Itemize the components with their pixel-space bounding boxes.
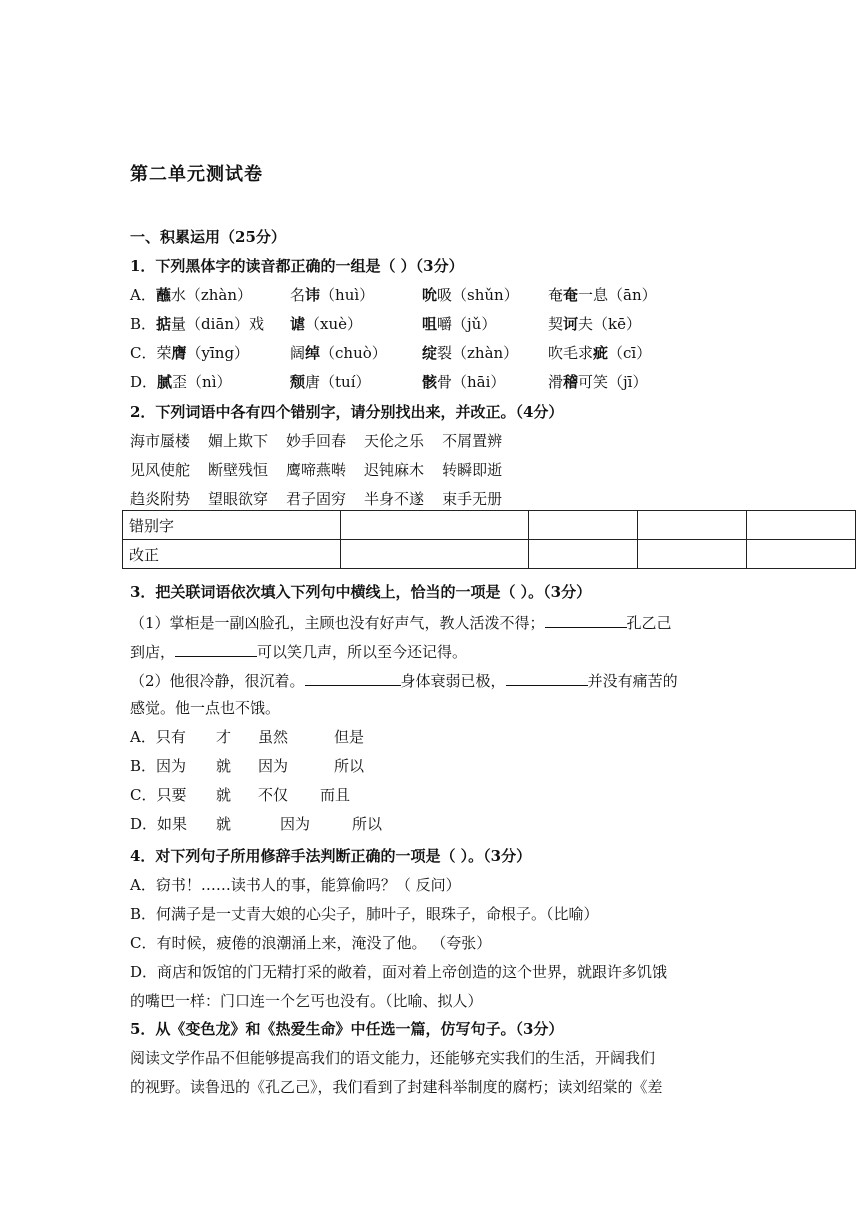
page-title: 第二单元测试卷 [130, 164, 263, 185]
table-row [123, 540, 856, 569]
question-3-option-word: A．只有 [130, 728, 186, 746]
question-1-option-item [290, 285, 374, 305]
idiom-word: 束手无册 [442, 490, 503, 508]
idiom-word: 望眼欲穿 [208, 490, 269, 508]
question-1-option-item [422, 372, 505, 392]
word-row [130, 489, 520, 509]
bold-character: 谑 [290, 315, 306, 333]
question-1-option-item [422, 285, 519, 305]
option-text: 唐（tuí） [305, 373, 371, 391]
question-3-option-word: 所以 [334, 757, 365, 775]
table-cell-label: 改正 [123, 540, 341, 569]
option-text: 阔 [290, 344, 306, 362]
option-text: 夫（kē） [578, 315, 641, 333]
question-1-option-item [130, 314, 264, 334]
idiom-word: 君子固穷 [286, 490, 347, 508]
table-cell[interactable] [529, 540, 638, 569]
question-4-option-d: D．商店和饭馆的门无精打采的敞着，面对着上帝创造的这个世界，就跟许多饥饿 [130, 963, 668, 981]
question-1-option-item [290, 372, 371, 392]
table-cell-label: 错别字 [123, 511, 341, 540]
question-4-option-d-cont: 的嘴巴一样：门口连一个乞丐也没有。（比喻、拟人） [130, 992, 483, 1010]
idiom-word: 见风使舵 [130, 461, 191, 479]
sentence-text: 孔乙己 [626, 614, 672, 632]
question-2-stem: 2．下列词语中各有四个错别字，请分别找出来，并改正。（4分） [130, 403, 564, 421]
question-1-option-item [130, 285, 252, 305]
question-3-option-word: 所以 [352, 815, 383, 833]
question-1-option-item [130, 343, 249, 363]
word-row [130, 431, 520, 451]
question-3-option-word: 才 [216, 728, 232, 746]
option-text: 水（zhàn） [170, 286, 253, 304]
sentence-text: 并没有痛苦的 [587, 672, 678, 690]
idiom-word: 妙手回春 [286, 432, 347, 450]
bold-character: 膺 [171, 344, 187, 362]
option-text: （xuè） [305, 315, 363, 333]
option-text: 歪（nì） [172, 373, 232, 391]
option-text: 骨（hāi） [437, 373, 506, 391]
option-text: 契 [548, 315, 564, 333]
question-3-option-word: 但是 [334, 728, 365, 746]
question-3-option-word: 就 [216, 757, 232, 775]
option-text: 嚼（jǔ） [437, 315, 497, 333]
bold-character: 讳 [305, 286, 321, 304]
question-3-stem: 3．把关联词语依次填入下列句中横线上，恰当的一项是（ ）。（3分） [130, 583, 592, 601]
question-3-option-word: 因为 [280, 815, 311, 833]
idiom-word: 转瞬即逝 [442, 461, 503, 479]
question-5-passage: 阅读文学作品不但能够提高我们的语文能力，还能够充实我们的生活，开阔我们 [130, 1049, 656, 1067]
bold-character: 吮 [422, 286, 438, 304]
option-text: 滑 [548, 373, 564, 391]
bold-character: 诃 [563, 315, 579, 333]
table-cell[interactable] [529, 511, 638, 540]
option-text: 名 [290, 286, 306, 304]
question-4-option-c: C．有时候，疲倦的浪潮涌上来，淹没了他。 （夸张） [130, 934, 492, 952]
question-1-option-item [130, 372, 232, 392]
table-row [123, 511, 856, 540]
option-label: D． [130, 373, 158, 391]
idiom-word: 鹰啼燕啭 [286, 461, 347, 479]
word-row [130, 460, 520, 480]
question-1-stem: 1．下列黑体字的读音都正确的一组是（ ）（3分） [130, 257, 464, 275]
table-cell[interactable] [747, 540, 856, 569]
question-1-option-item [548, 343, 651, 363]
option-text: 量（diān）戏 [171, 315, 265, 333]
section-heading: 一、积累运用（25分） [130, 228, 286, 246]
question-3-sentence-1 [130, 611, 672, 633]
table-cell[interactable] [341, 540, 529, 569]
option-label: C． [130, 344, 157, 362]
question-3-option-word: C．只要 [130, 786, 187, 804]
question-1-option-item [548, 372, 647, 392]
sentence-text: 到店， [130, 643, 176, 661]
bold-character: 奄 [563, 286, 579, 304]
question-1-option-item [422, 314, 496, 334]
question-3-option-word: 就 [216, 815, 232, 833]
question-3-option-word: 而且 [320, 786, 351, 804]
question-3-option-word: B．因为 [130, 757, 187, 775]
question-5-stem: 5．从《变色龙》和《热爱生命》中任选一篇，仿写句子。（3分） [130, 1020, 564, 1038]
bold-character: 腻 [157, 373, 173, 391]
table-cell[interactable] [638, 540, 747, 569]
fill-blank[interactable] [175, 640, 257, 657]
idiom-word: 媚上欺下 [208, 432, 269, 450]
option-text: 吸（shǔn） [437, 286, 519, 304]
question-3-sentence-2 [130, 669, 678, 691]
question-4-stem: 4．对下列句子所用修辞手法判断正确的一项是（ ）。（3分） [130, 847, 532, 865]
idiom-word: 半身不遂 [364, 490, 425, 508]
bold-character: 绰 [305, 344, 321, 362]
table-cell[interactable] [341, 511, 529, 540]
question-3-option-word: 不仅 [258, 786, 289, 804]
bold-character: 颓 [290, 373, 306, 391]
option-label: B． [130, 315, 157, 333]
table-cell[interactable] [747, 511, 856, 540]
sentence-text: （2）他很冷静，很沉着。 [130, 672, 305, 690]
question-1-option-item [548, 285, 657, 305]
option-text: 裂（zhàn） [437, 344, 519, 362]
option-text: 荣 [156, 344, 172, 362]
option-text: 奄 [548, 286, 564, 304]
option-text: （yīng） [186, 344, 250, 362]
question-3-option-word: 就 [216, 786, 232, 804]
bold-character: 稽 [563, 373, 579, 391]
bold-character: 骸 [422, 373, 438, 391]
question-3-option-word: 虽然 [258, 728, 289, 746]
question-1-option-item [290, 343, 387, 363]
question-3-option-word: D．如果 [130, 815, 188, 833]
fill-blank[interactable] [305, 669, 401, 686]
option-label: A． [130, 286, 156, 304]
table-cell[interactable] [638, 511, 747, 540]
sentence-text: 可以笑几声，所以至今还记得。 [257, 643, 468, 661]
option-text: 吹毛求 [548, 344, 594, 362]
bold-character: 疵 [593, 344, 609, 362]
correction-table [122, 510, 856, 569]
fill-blank[interactable] [545, 611, 627, 628]
question-5-passage-cont: 的视野。读鲁迅的《孔乙己》，我们看到了封建科举制度的腐朽；读刘绍棠的《差 [130, 1078, 663, 1096]
option-text: 一息（ān） [578, 286, 657, 304]
bold-character: 蘸 [155, 286, 171, 304]
question-4-option-a: A．窃书！……读书人的事，能算偷吗？（ 反问） [130, 876, 461, 894]
sentence-text: 身体衰弱已极， [400, 672, 506, 690]
idiom-word: 断壁残恒 [208, 461, 269, 479]
fill-blank[interactable] [506, 669, 588, 686]
bold-character: 绽 [422, 344, 438, 362]
sentence-text: （1）掌柜是一副凶脸孔，主顾也没有好声气，教人活泼不得； [130, 614, 545, 632]
idiom-word: 迟钝麻木 [364, 461, 425, 479]
question-1-option-item [548, 314, 641, 334]
question-3-sentence-2-cont: 感觉。他一点也不饿。 [130, 699, 281, 717]
option-text: （cī） [608, 344, 652, 362]
question-1-option-item [290, 314, 362, 334]
question-3-sentence-1-cont [130, 640, 467, 662]
option-text: （huì） [320, 286, 375, 304]
bold-character: 咀 [422, 315, 438, 333]
idiom-word: 天伦之乐 [364, 432, 425, 450]
idiom-word: 趋炎附势 [130, 490, 191, 508]
option-text: 可笑（jī） [578, 373, 648, 391]
idiom-word: 海市蜃楼 [130, 432, 191, 450]
question-4-option-b: B．何满子是一丈青大娘的心尖子，肺叶子，眼珠子，命根子。（比喻） [130, 905, 599, 923]
option-text: （chuò） [320, 344, 387, 362]
bold-character: 掂 [156, 315, 172, 333]
question-1-option-item [422, 343, 518, 363]
question-3-option-word: 因为 [258, 757, 289, 775]
idiom-word: 不屑置辨 [442, 432, 503, 450]
